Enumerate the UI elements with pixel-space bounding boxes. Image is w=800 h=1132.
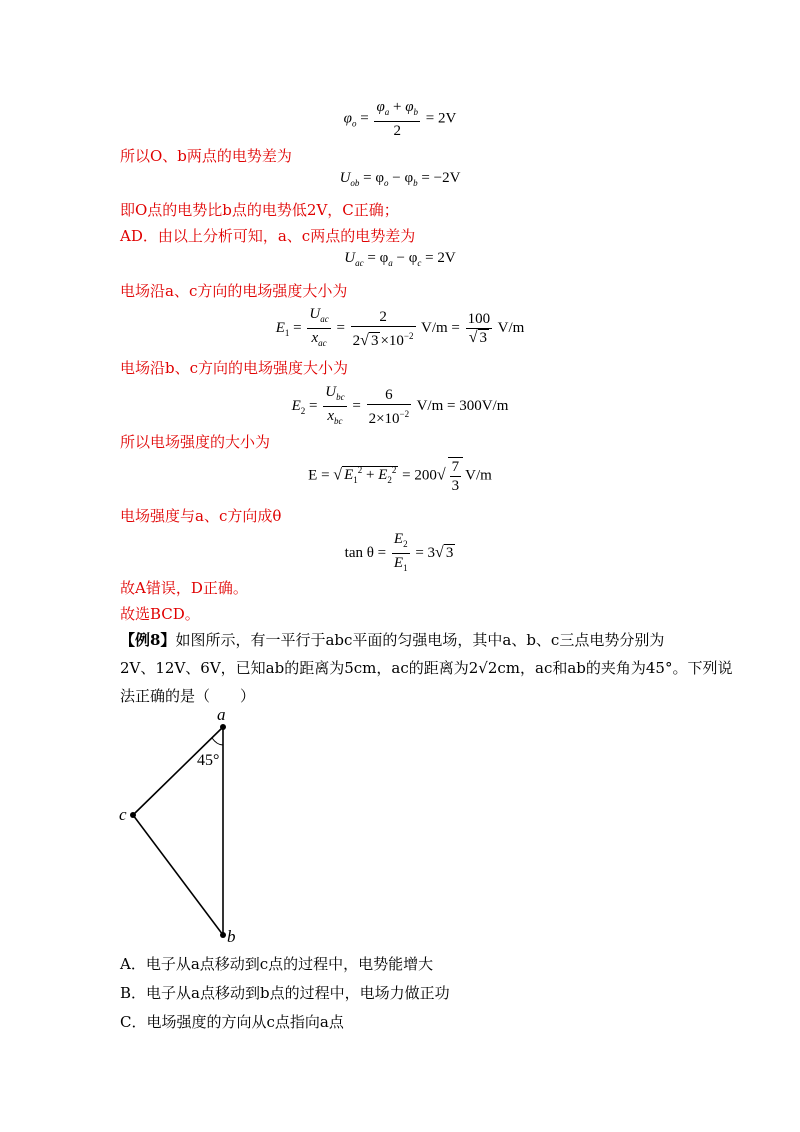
- side-ac: [133, 727, 223, 815]
- equation-u-ob: [0, 170, 800, 188]
- example-line-2: 2V、12V、6V，已知ab的距离为5cm，ac的距离为2√2cm，ac和ab的夹角为45°。下列说: [120, 659, 733, 677]
- example-line-3: 法正确的是（ ）: [120, 687, 256, 705]
- symbol: E: [275, 319, 285, 336]
- subscript: c: [417, 258, 422, 268]
- exponent: 2: [391, 465, 397, 476]
- equation-e1: $E_1$ = $\frac{U_{ac}}{x_{ac}}$ = $\frac{2}{2√ 3 \times 10^{-2}}$ V/m = $\frac{100}{√ 3}$ V/m: [0, 305, 800, 352]
- symbol: E: [344, 467, 354, 484]
- text: ×10: [380, 332, 404, 349]
- example-label: 【例8】: [120, 631, 176, 649]
- example-text: 如图所示，有一平行于abc平面的匀强电场，其中a、b、c三点电势分别为: [175, 631, 665, 649]
- text: = φ: [363, 170, 385, 186]
- point-c: [130, 812, 136, 818]
- symbol: x: [327, 408, 334, 424]
- angle-arc: [212, 738, 223, 745]
- text: − φ: [392, 250, 418, 266]
- triangle-figure: [115, 705, 255, 945]
- result: = 2V: [425, 110, 457, 127]
- text-line: 所以电场强度的大小为: [120, 433, 271, 451]
- text: tan θ =: [344, 544, 387, 561]
- symbol: U: [344, 250, 356, 266]
- text-line: 故A错误，D正确。: [120, 579, 248, 597]
- text-line: 所以O、b两点的电势差为: [120, 147, 292, 165]
- text: = φ: [367, 250, 389, 266]
- subscript: bc: [334, 416, 343, 426]
- equation-e: E = √ $E_1^2 + E_2^2 = 200√$ $\frac{7}{3}$ V/m: [308, 459, 492, 494]
- text: 2×10: [368, 410, 400, 427]
- symbol: U: [309, 306, 321, 322]
- numerator: 7: [451, 459, 460, 475]
- label-a: a: [217, 705, 226, 724]
- text: = 200: [398, 467, 437, 484]
- symbol: E: [291, 397, 301, 414]
- option-b: B．电子从a点移动到b点的过程中，电场力做正功: [120, 984, 450, 1002]
- subscript: bc: [336, 392, 345, 402]
- operator: +: [393, 99, 402, 115]
- subscript: ac: [320, 314, 329, 324]
- unit: V/m: [497, 319, 525, 336]
- text: E =: [308, 467, 330, 484]
- radicand: 3: [479, 330, 488, 346]
- denominator: 2: [374, 121, 420, 140]
- side-cb: [133, 815, 223, 935]
- example-line-1: [120, 629, 664, 651]
- symbol: x: [311, 330, 319, 346]
- equation-u-ac: [0, 250, 800, 268]
- denominator: 3: [451, 478, 460, 494]
- subscript: ac: [318, 338, 327, 348]
- subscript: 1: [353, 475, 358, 486]
- symbol: E: [393, 531, 404, 547]
- symbol: φ: [376, 99, 385, 115]
- option-c: C．电场强度的方向从c点指向a点: [120, 1013, 344, 1031]
- option-a: A．电子从a点移动到c点的过程中，电势能增大: [120, 955, 434, 973]
- operator: =: [293, 319, 302, 336]
- result: V/m = 300V/m: [416, 397, 509, 414]
- fraction: [448, 457, 464, 495]
- subscript: ac: [355, 258, 364, 268]
- fraction: [374, 98, 420, 140]
- text-line: AD．由以上分析可知，a、c两点的电势差为: [120, 227, 416, 245]
- symbol: φ: [405, 99, 414, 115]
- subscript: 1: [284, 327, 290, 338]
- unit: V/m: [465, 467, 492, 484]
- subscript: o: [384, 178, 389, 188]
- symbol: E: [378, 467, 388, 484]
- symbol: E: [393, 555, 404, 571]
- text-line: 即O点的电势比b点的电势低2V，C正确；: [120, 201, 399, 219]
- subscript: 2: [300, 405, 306, 416]
- text-line: 电场沿b、c方向的电场强度大小为: [120, 359, 349, 377]
- text: 2: [352, 332, 361, 349]
- subscript: a: [388, 258, 393, 268]
- angle-label: 45°: [197, 752, 220, 769]
- numerator: 2: [379, 308, 387, 325]
- equation-e2: $E_2$ = $\frac{U_{bc}}{x_{bc}}$ = $\frac{6}{2\times 10^{-2}}$ V/m = 300V/m: [0, 383, 800, 430]
- symbol-phi: φ: [343, 110, 352, 127]
- operator: +: [362, 467, 379, 484]
- subscript: b: [413, 178, 418, 188]
- text: − φ: [388, 170, 414, 186]
- label-b: b: [227, 927, 236, 945]
- subscript: o: [351, 118, 357, 129]
- unit: V/m =: [420, 319, 460, 336]
- subscript: 1: [403, 563, 408, 573]
- equation-phi-o: $\varphi_o$ = $\frac{\varphi_a + \varphi_b}{2}$ = 2V: [343, 99, 457, 139]
- symbol: U: [339, 170, 351, 186]
- fraction: [367, 386, 412, 428]
- symbol: U: [325, 384, 337, 400]
- numerator: 6: [385, 386, 393, 403]
- text-line: 电场强度与a、c方向成θ: [120, 507, 282, 525]
- subscript: ob: [350, 178, 360, 188]
- result: = −2V: [417, 170, 461, 186]
- operator: =: [309, 397, 318, 414]
- radicand: 3: [370, 332, 379, 349]
- fraction: [307, 305, 330, 352]
- text-line: 电场沿a、c方向的电场强度大小为: [120, 282, 348, 300]
- result: = 3: [415, 544, 436, 561]
- fraction: [392, 530, 410, 577]
- fraction: $\frac{2}{2√ 3 \times 10^{-2}}$: [352, 308, 414, 349]
- subscript: a: [384, 107, 390, 117]
- result: = 2V: [421, 250, 456, 266]
- subscript: 2: [387, 475, 392, 486]
- radicand: 3: [445, 544, 454, 561]
- fraction: [323, 383, 346, 430]
- exponent: 2: [357, 465, 363, 476]
- equation-tan: tan θ = $\frac{E_2}{E_1}$ = 3√ 3: [0, 530, 800, 577]
- fraction: $\frac{100}{√ 3}$: [467, 311, 491, 346]
- subscript: 2: [403, 539, 408, 549]
- point-b: [220, 932, 226, 938]
- subscript: b: [413, 107, 419, 117]
- point-a: [220, 724, 226, 730]
- numerator: 100: [467, 311, 491, 327]
- exponent: −2: [403, 330, 414, 341]
- text-line: 故选BCD。: [120, 605, 200, 623]
- exponent: −2: [399, 408, 410, 419]
- label-c: c: [119, 805, 127, 824]
